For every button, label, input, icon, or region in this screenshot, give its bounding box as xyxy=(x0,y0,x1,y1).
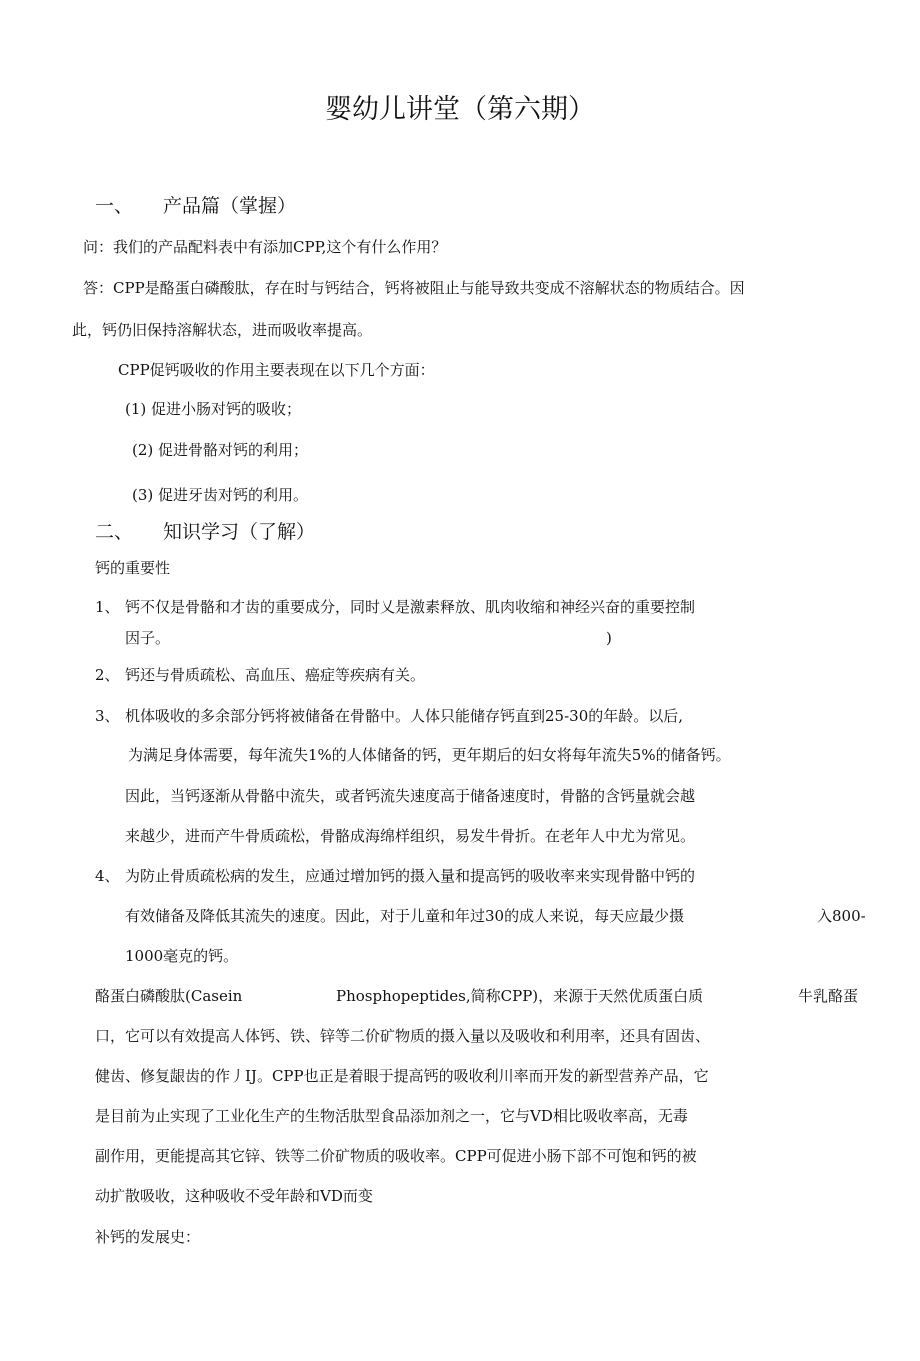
page-title: 婴幼儿讲堂（第六期） xyxy=(325,94,595,125)
list-item-line: 机体吸收的多余部分钙将被储备在骨骼中。人体只能储存钙直到25-30的年龄。以后, xyxy=(125,707,684,725)
list-item-line: 因此，当钙逐渐从骨骼中流失，或者钙流失速度高于储备速度时，骨骼的含钙量就会越 xyxy=(125,787,696,805)
cpp-para-line: 动扩散吸收，这种吸收不受年龄和VD而变 xyxy=(95,1187,373,1205)
list-item-line: 为满足身体需要，每年流失1%的人体储备的钙，更年期后的妇女将每年流失5%的储备钙。 xyxy=(128,746,731,764)
history-heading: 补钙的发展史： xyxy=(95,1228,201,1246)
cpp-para-line: 健齿、修复龈齿的作丿IJ。CPP也正是着眼于提高钙的吸收利川率而开发的新型营养产品，它 xyxy=(95,1067,709,1085)
cpp-para-line: 口，它可以有效提高人体钙、铁、锌等二价矿物质的摄入量以及吸收和利用率，还具有固齿、 xyxy=(95,1027,711,1045)
cpp-para-line1-c: 牛乳酪蛋 xyxy=(798,987,859,1005)
point-3: (3) 促进牙齿对钙的利用。 xyxy=(132,486,309,504)
list-item-line: 因子。 xyxy=(125,629,171,647)
list-item-line: 有效储备及降低其流失的速度。因此，对于儿童和年过30的成人来说，每天应最少摄 xyxy=(125,907,685,925)
cpp-para-line: 是目前为止实现了工业化生产的生物活肽型食品添加剂之一，它与VD相比吸收率高，无毒 xyxy=(95,1107,688,1125)
point-2: (2) 促进骨骼对钙的利用； xyxy=(132,441,309,459)
section1-heading: 产品篇（掌握） xyxy=(163,195,297,217)
section2-heading: 知识学习（了解） xyxy=(163,521,316,543)
list-item-line: 钙还与骨质疏松、高血压、癌症等疾病有关。 xyxy=(125,666,426,684)
list-item-number: 3、 xyxy=(95,707,120,725)
list-item-number: 2、 xyxy=(95,666,120,684)
cpp-para-line1-b: Phosphopeptides,简称CPP)，来源于天然优质蛋白质 xyxy=(336,987,704,1005)
answer-line-1: 答：CPP是酪蛋白磷酸肽，存在时与钙结合，钙将被阻止与能导致共变成不溶解状态的物质结合。因 xyxy=(83,279,745,297)
subheading-calcium-importance: 钙的重要性 xyxy=(95,559,171,577)
section2-number: 二、 xyxy=(95,521,134,543)
question-text: 问：我们的产品配料表中有添加CPP,这个有什么作用？ xyxy=(83,238,447,256)
list-item-line: 1000毫克的钙。 xyxy=(125,947,239,965)
cpp-intro: CPP促钙吸收的作用主要表现在以下几个方面： xyxy=(118,361,435,379)
list-item-line: 钙不仅是骨骼和才齿的重要成分，同时乂是激素释放、肌肉收缩和神经兴奋的重要控制 xyxy=(125,598,696,616)
list-item-line: 来越少，进而产牛骨质疏松，骨骼成海绵样组织，易发牛骨折。在老年人中尤为常见。 xyxy=(125,827,696,845)
list-item-trailing: ) xyxy=(606,629,612,647)
list-item-line: 为防止骨质疏松病的发生，应通过增加钙的摄入量和提高钙的吸收率来实现骨骼中钙的 xyxy=(125,867,696,885)
list-item-number: 4、 xyxy=(95,867,120,885)
point-1: (1) 促进小肠对钙的吸收； xyxy=(125,400,302,418)
answer-line-2: 此，钙仍旧保持溶解状态，进而吸收率提高。 xyxy=(72,321,373,339)
list-item-trailing: 入800- xyxy=(817,907,866,925)
list-item-number: 1、 xyxy=(95,598,120,616)
section1-number: 一、 xyxy=(95,195,134,217)
cpp-para-line: 副作用，更能提高其它锌、铁等二价矿物质的吸收率。CPP可促进小肠下部不可饱和钙的被 xyxy=(95,1147,697,1165)
cpp-para-line1-a: 酪蛋白磷酸肽(Casein xyxy=(95,987,243,1005)
